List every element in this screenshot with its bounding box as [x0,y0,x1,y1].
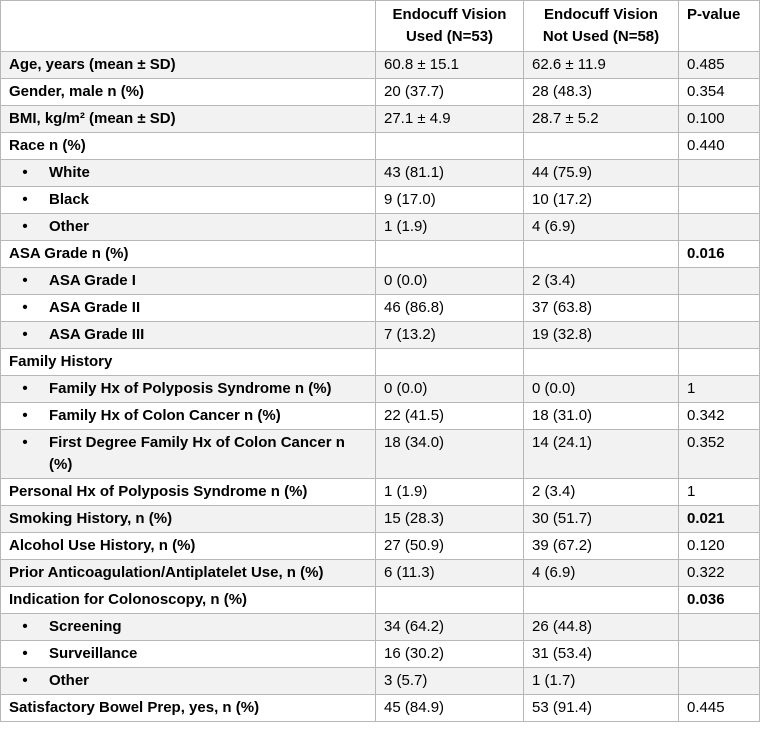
cell-not-used: 26 (44.8) [524,614,679,641]
cell-used: 27.1 ± 4.9 [376,106,524,133]
table-row [1,560,760,587]
row-label: Personal Hx of Polyposis Syndrome n (%) [1,479,376,506]
row-sublabel-cell [1,160,376,187]
row-label: Alcohol Use History, n (%) [1,533,376,560]
cell-p-value: 0.120 [679,533,760,560]
cell-not-used: 31 (53.4) [524,641,679,668]
cell-not-used [524,241,679,268]
cell-p-value: 1 [679,376,760,403]
cell-not-used: 2 (3.4) [524,268,679,295]
table-row [1,403,760,430]
cell-used: 16 (30.2) [376,641,524,668]
row-label: Indication for Colonoscopy, n (%) [1,587,376,614]
cell-not-used: 37 (63.8) [524,295,679,322]
cell-used [376,133,524,160]
cell-p-value [679,322,760,349]
row-sublabel-cell [1,614,376,641]
cell-used [376,587,524,614]
bullet-icon: • [22,434,28,451]
header-not-used: Endocuff Vision Not Used (N=58) [524,1,679,52]
row-label: Gender, male n (%) [1,79,376,106]
row-sublabel-cell [1,641,376,668]
cell-not-used: 14 (24.1) [524,430,679,479]
row-label: BMI, kg/m² (mean ± SD) [1,106,376,133]
bullet-icon: • [22,272,28,289]
cell-used: 9 (17.0) [376,187,524,214]
cell-used: 46 (86.8) [376,295,524,322]
cell-p-value: 0.352 [679,430,760,479]
cell-used: 1 (1.9) [376,479,524,506]
row-sublabel: Surveillance [49,645,138,662]
cell-used: 22 (41.5) [376,403,524,430]
row-sublabel-cell [1,295,376,322]
table-row [1,533,760,560]
cell-used: 0 (0.0) [376,376,524,403]
table-row [1,52,760,79]
row-sublabel: Black [49,191,90,208]
row-sublabel: Screening [49,618,122,635]
table-row [1,641,760,668]
row-sublabel-cell [1,430,376,479]
cell-p-value [679,668,760,695]
cell-not-used: 0 (0.0) [524,376,679,403]
table-row [1,376,760,403]
cell-not-used: 62.6 ± 11.9 [524,52,679,79]
cell-p-value [679,349,760,376]
cell-not-used [524,133,679,160]
cell-p-value [679,614,760,641]
cell-not-used [524,349,679,376]
cell-used: 43 (81.1) [376,160,524,187]
bullet-icon: • [22,191,28,208]
row-label: Family History [1,349,376,376]
cell-used: 60.8 ± 15.1 [376,52,524,79]
cell-p-value: 0.445 [679,695,760,722]
header-used: Endocuff Vision Used (N=53) [376,1,524,52]
table-row [1,133,760,160]
row-label: Satisfactory Bowel Prep, yes, n (%) [1,695,376,722]
table-row [1,187,760,214]
row-label: Race n (%) [1,133,376,160]
row-sublabel: ASA Grade III [49,326,145,343]
row-sublabel: ASA Grade II [49,299,141,316]
cell-used: 3 (5.7) [376,668,524,695]
bullet-icon: • [22,618,28,635]
cell-not-used: 10 (17.2) [524,187,679,214]
cell-p-value: 0.342 [679,403,760,430]
cell-used: 0 (0.0) [376,268,524,295]
bullet-icon: • [22,407,28,424]
cell-p-value [679,295,760,322]
cell-not-used: 39 (67.2) [524,533,679,560]
row-sublabel-cell [1,403,376,430]
cell-not-used: 19 (32.8) [524,322,679,349]
cell-used: 34 (64.2) [376,614,524,641]
cell-used [376,241,524,268]
cell-not-used [524,587,679,614]
cell-p-value [679,187,760,214]
row-sublabel-cell [1,268,376,295]
bullet-icon: • [22,645,28,662]
cell-p-value: 0.036 [679,587,760,614]
cell-p-value: 0.100 [679,106,760,133]
row-sublabel-cell [1,214,376,241]
row-sublabel-cell [1,322,376,349]
cell-not-used: 1 (1.7) [524,668,679,695]
row-sublabel: ASA Grade I [49,272,136,289]
bullet-icon: • [22,299,28,316]
header-p-value: P-value [679,1,760,52]
header-row [1,1,760,52]
bullet-icon: • [22,218,28,235]
cell-p-value [679,214,760,241]
table-body [1,52,760,722]
table-row [1,614,760,641]
cell-p-value: 0.021 [679,506,760,533]
cell-p-value: 1 [679,479,760,506]
cell-p-value: 0.485 [679,52,760,79]
cell-p-value: 0.354 [679,79,760,106]
cell-used: 1 (1.9) [376,214,524,241]
table-row [1,295,760,322]
cell-p-value [679,268,760,295]
cell-p-value: 0.016 [679,241,760,268]
cell-used: 6 (11.3) [376,560,524,587]
cell-used: 27 (50.9) [376,533,524,560]
cell-not-used: 4 (6.9) [524,560,679,587]
row-sublabel-cell [1,187,376,214]
table-row [1,268,760,295]
cell-not-used: 18 (31.0) [524,403,679,430]
row-sublabel: White [49,164,90,181]
header-variable [1,1,376,52]
table-row [1,430,760,479]
cell-used [376,349,524,376]
row-sublabel: Family Hx of Polyposis Syndrome n (%) [49,380,332,397]
table-row [1,587,760,614]
row-sublabel: Other [49,218,90,235]
row-sublabel-cell [1,668,376,695]
table-row [1,214,760,241]
cell-used: 45 (84.9) [376,695,524,722]
table-row [1,349,760,376]
cell-not-used: 44 (75.9) [524,160,679,187]
cell-used: 7 (13.2) [376,322,524,349]
bullet-icon: • [22,326,28,343]
table-row [1,479,760,506]
bullet-icon: • [22,672,28,689]
row-sublabel-cell [1,376,376,403]
cell-not-used: 53 (91.4) [524,695,679,722]
table-row [1,668,760,695]
row-label: Age, years (mean ± SD) [1,52,376,79]
cell-used: 15 (28.3) [376,506,524,533]
cell-not-used: 28 (48.3) [524,79,679,106]
cell-p-value [679,641,760,668]
table-row [1,79,760,106]
row-label: ASA Grade n (%) [1,241,376,268]
bullet-icon: • [22,380,28,397]
row-sublabel: First Degree Family Hx of Colon Cancer n (%) [49,434,345,473]
table-row [1,241,760,268]
row-sublabel: Other [49,672,90,689]
cell-used: 20 (37.7) [376,79,524,106]
table-row [1,322,760,349]
cell-p-value: 0.322 [679,560,760,587]
cell-p-value: 0.440 [679,133,760,160]
cell-not-used: 2 (3.4) [524,479,679,506]
row-label: Prior Anticoagulation/Antiplatelet Use, n (%) [1,560,376,587]
row-label: Smoking History, n (%) [1,506,376,533]
cell-not-used: 30 (51.7) [524,506,679,533]
cell-not-used: 28.7 ± 5.2 [524,106,679,133]
cell-used: 18 (34.0) [376,430,524,479]
table-row [1,506,760,533]
bullet-icon: • [22,164,28,181]
table-row [1,106,760,133]
cell-not-used: 4 (6.9) [524,214,679,241]
row-sublabel: Family Hx of Colon Cancer n (%) [49,407,281,424]
cell-p-value [679,160,760,187]
table-row [1,160,760,187]
table-row [1,695,760,722]
